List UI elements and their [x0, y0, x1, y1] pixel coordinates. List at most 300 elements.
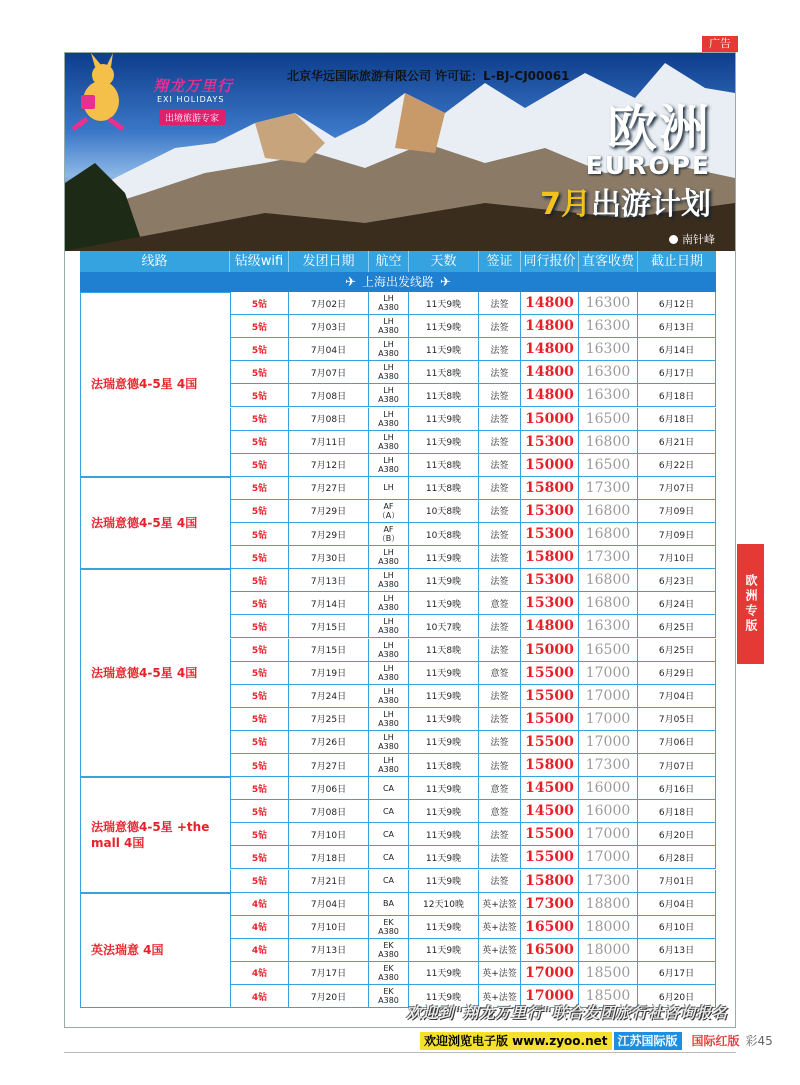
deadline-date: 6月12日: [638, 292, 716, 314]
visa-type: 意签: [479, 592, 521, 614]
table-row: [230, 823, 716, 846]
departure-date: 7月18日: [289, 846, 369, 868]
airline-line: AF: [383, 501, 394, 511]
trip-days: 11天9晚: [409, 870, 479, 892]
airline-line: A380: [378, 603, 399, 613]
retail-price: 17000: [579, 731, 638, 753]
retail-price: 16300: [579, 384, 638, 406]
peer-price: 14800: [521, 292, 579, 314]
airline: [369, 846, 409, 868]
peer-price: 17300: [521, 893, 579, 915]
bullet-icon: [669, 235, 678, 244]
peer-price: 14800: [521, 315, 579, 337]
departure-date: 7月26日: [289, 731, 369, 753]
airline-line: A380: [378, 996, 399, 1005]
page-number: 彩45: [745, 1034, 773, 1048]
airline-line: LH: [383, 548, 394, 558]
peer-price: 15300: [521, 569, 579, 591]
airline: [369, 454, 409, 476]
peer-price: 14800: [521, 615, 579, 637]
title-plan: [540, 179, 711, 223]
airline: [369, 685, 409, 707]
visa-type: 英+法签: [479, 985, 521, 1007]
trip-days: 11天9晚: [409, 985, 479, 1007]
diamond-level: 5钻: [230, 477, 289, 499]
visa-type: 法签: [479, 708, 521, 730]
airline: [369, 823, 409, 845]
airline: [369, 615, 409, 637]
route-group-label: 法瑞意德4-5星 4国: [80, 569, 230, 777]
route-group-label: 法瑞意德4-5星 4国: [80, 477, 230, 569]
visa-type: 法签: [479, 685, 521, 707]
deadline-date: 6月20日: [638, 985, 716, 1007]
visa-type: 法签: [479, 846, 521, 868]
trip-days: 11天9晚: [409, 777, 479, 799]
diamond-level: 4钻: [230, 962, 289, 984]
table-row: [230, 777, 716, 800]
airline: [369, 731, 409, 753]
trip-days: 11天9晚: [409, 662, 479, 684]
airline-line: CA: [382, 852, 395, 862]
departure-date: 7月07日: [289, 361, 369, 383]
table-row: [230, 431, 716, 454]
diamond-level: 5钻: [230, 823, 289, 845]
table-row: [230, 569, 716, 592]
deadline-date: 6月21日: [638, 431, 716, 453]
peer-price: 17000: [521, 985, 579, 1007]
deadline-date: 6月18日: [638, 408, 716, 430]
airline-line: A380: [378, 949, 399, 959]
departure-date: 7月10日: [289, 823, 369, 845]
departure-date: 7月27日: [289, 477, 369, 499]
departure-date: 7月15日: [289, 639, 369, 661]
trip-days: 11天9晚: [409, 685, 479, 707]
logo-tagline: 出境旅游专家: [159, 110, 225, 125]
trip-days: 11天9晚: [409, 823, 479, 845]
airline-line: CA: [382, 829, 395, 839]
kangaroo-logo-icon: [65, 53, 135, 133]
deadline-date: 6月17日: [638, 962, 716, 984]
departure-date: 7月21日: [289, 870, 369, 892]
airline-line: EK: [383, 917, 394, 927]
peer-price: 15500: [521, 731, 579, 753]
logo-name: 翔龙万里行: [153, 77, 234, 95]
deadline-date: 6月04日: [638, 893, 716, 915]
airline-line: AF: [383, 525, 394, 534]
visa-type: 法签: [479, 546, 521, 568]
trip-days: 11天9晚: [409, 708, 479, 730]
retail-price: 16800: [579, 592, 638, 614]
diamond-level: 5钻: [230, 546, 289, 568]
trip-days: 11天9晚: [409, 292, 479, 314]
peer-price: 15000: [521, 639, 579, 661]
retail-price: 17300: [579, 870, 638, 892]
airline: [369, 592, 409, 614]
diamond-level: 4钻: [230, 916, 289, 938]
peer-price: 17000: [521, 962, 579, 984]
visa-type: 法签: [479, 754, 521, 776]
departure-date: 7月29日: [289, 500, 369, 522]
airline-line: （B）: [377, 534, 400, 543]
deadline-date: 7月09日: [638, 523, 716, 545]
departure-date: 7月12日: [289, 454, 369, 476]
diamond-level: 5钻: [230, 639, 289, 661]
departure-date: 7月19日: [289, 662, 369, 684]
departure-date: 7月03日: [289, 315, 369, 337]
table-row: [230, 592, 716, 615]
airline-line: LH: [383, 756, 394, 765]
airline-line: A380: [378, 372, 399, 382]
visa-type: 法签: [479, 431, 521, 453]
departure-date: 7月25日: [289, 708, 369, 730]
airline-line: LH: [383, 709, 394, 719]
retail-price: 18500: [579, 962, 638, 984]
airline-line: LH: [383, 317, 394, 327]
retail-price: 16300: [579, 315, 638, 337]
diamond-level: 5钻: [230, 408, 289, 430]
airline-line: A380: [378, 695, 399, 705]
peer-price: 15800: [521, 546, 579, 568]
departure-date: 7月11日: [289, 431, 369, 453]
peer-price: 14500: [521, 777, 579, 799]
header-deadline: 截止日期: [650, 254, 703, 269]
diamond-level: 5钻: [230, 523, 289, 545]
diamond-level: 5钻: [230, 846, 289, 868]
table-row: [230, 639, 716, 662]
trip-days: 11天8晚: [409, 384, 479, 406]
retail-price: 16800: [579, 523, 638, 545]
airline: [369, 708, 409, 730]
table-row: [230, 546, 716, 569]
peer-price: 14800: [521, 384, 579, 406]
table-row: [230, 754, 716, 777]
airline-line: A380: [378, 649, 399, 659]
deadline-date: 6月20日: [638, 823, 716, 845]
airline: [369, 639, 409, 661]
peer-price: 15500: [521, 662, 579, 684]
visa-type: 英+法签: [479, 962, 521, 984]
visa-type: 法签: [479, 731, 521, 753]
table-row: [230, 846, 716, 869]
table-row: [230, 338, 716, 361]
visa-type: 法签: [479, 500, 521, 522]
peer-price: 15500: [521, 823, 579, 845]
title-europe-en: EUROPE: [585, 151, 711, 180]
diamond-level: 4钻: [230, 939, 289, 961]
airline-line: LH: [383, 409, 394, 419]
deadline-date: 7月07日: [638, 754, 716, 776]
peer-price: 15500: [521, 708, 579, 730]
footer: [420, 1032, 775, 1050]
visa-type: 法签: [479, 639, 521, 661]
departure-subheader: [80, 272, 716, 292]
airline-line: A380: [378, 672, 399, 682]
diamond-level: 5钻: [230, 685, 289, 707]
route-group-label: 法瑞意德4-5星 +the mall 4国: [80, 777, 230, 893]
trip-days: 11天8晚: [409, 454, 479, 476]
airline: [369, 569, 409, 591]
deadline-date: 6月18日: [638, 384, 716, 406]
header-date: 发团日期: [289, 251, 369, 272]
trip-days: 11天9晚: [409, 962, 479, 984]
table-row: [230, 477, 716, 500]
departure-date: 7月10日: [289, 916, 369, 938]
departure-date: 7月14日: [289, 592, 369, 614]
retail-price: 17300: [579, 546, 638, 568]
departure-date: 7月15日: [289, 615, 369, 637]
footer-website[interactable]: 欢迎浏览电子版 www.zyoo.net: [420, 1032, 612, 1050]
peer-price: 15800: [521, 754, 579, 776]
airline-line: A380: [378, 557, 399, 567]
diamond-level: 5钻: [230, 338, 289, 360]
deadline-date: 7月07日: [638, 477, 716, 499]
peer-price: 15300: [521, 431, 579, 453]
retail-price: 16800: [579, 569, 638, 591]
airline-line: EK: [383, 963, 394, 973]
airplane-icon: ✈: [440, 275, 451, 290]
diamond-level: 5钻: [230, 800, 289, 822]
airline: [369, 292, 409, 314]
deadline-date: 7月01日: [638, 870, 716, 892]
diamond-level: 5钻: [230, 361, 289, 383]
visa-type: 法签: [479, 477, 521, 499]
visa-type: 法签: [479, 338, 521, 360]
airline: [369, 361, 409, 383]
retail-price: 18000: [579, 916, 638, 938]
airline: [369, 408, 409, 430]
deadline-date: 6月16日: [638, 777, 716, 799]
visa-type: 法签: [479, 292, 521, 314]
airline: [369, 754, 409, 776]
deadline-date: 6月25日: [638, 639, 716, 661]
retail-price: 16000: [579, 800, 638, 822]
airline: [369, 431, 409, 453]
departure-date: 7月13日: [289, 939, 369, 961]
table-row: [230, 870, 716, 893]
airline-line: CA: [382, 806, 395, 816]
visa-type: 英+法签: [479, 893, 521, 915]
route-group-label: 英法瑞意 4国: [80, 893, 230, 1009]
trip-days: 11天8晚: [409, 361, 479, 383]
retail-price: 16300: [579, 361, 638, 383]
diamond-level: 4钻: [230, 985, 289, 1007]
departure-date: 7月02日: [289, 292, 369, 314]
diamond-level: 5钻: [230, 708, 289, 730]
airline: [369, 893, 409, 915]
airline-line: A380: [378, 580, 399, 590]
peer-price: 15500: [521, 685, 579, 707]
deadline-date: 6月29日: [638, 662, 716, 684]
diamond-level: 5钻: [230, 431, 289, 453]
trip-days: 11天9晚: [409, 846, 479, 868]
peer-price: 16500: [521, 916, 579, 938]
table-row: [230, 500, 716, 523]
table-header: [80, 251, 716, 272]
trip-days: 11天9晚: [409, 731, 479, 753]
peer-price: 15800: [521, 477, 579, 499]
trip-days: 11天8晚: [409, 477, 479, 499]
table-row: [230, 893, 716, 916]
airline-line: A380: [378, 626, 399, 636]
table-row: [230, 939, 716, 962]
footer-divider: [64, 1052, 736, 1053]
diamond-level: 5钻: [230, 662, 289, 684]
airline-line: LH: [383, 386, 394, 396]
deadline-date: 6月14日: [638, 338, 716, 360]
airline-line: BA: [383, 899, 394, 909]
trip-days: 11天9晚: [409, 315, 479, 337]
departure-date: 7月08日: [289, 408, 369, 430]
retail-price: 16800: [579, 500, 638, 522]
header-days: 天数: [409, 251, 479, 272]
airline: [369, 962, 409, 984]
airline-line: A380: [378, 441, 399, 451]
trip-days: 11天9晚: [409, 546, 479, 568]
peer-price: 14500: [521, 800, 579, 822]
table-row: [230, 916, 716, 939]
airline: [369, 985, 409, 1007]
retail-price: 17000: [579, 685, 638, 707]
deadline-date: 6月24日: [638, 592, 716, 614]
trip-days: 11天8晚: [409, 639, 479, 661]
deadline-date: 6月22日: [638, 454, 716, 476]
diamond-level: 5钻: [230, 500, 289, 522]
trip-days: 11天9晚: [409, 338, 479, 360]
diamond-level: 5钻: [230, 731, 289, 753]
visa-type: 法签: [479, 870, 521, 892]
deadline-date: 6月13日: [638, 315, 716, 337]
peak-label: 南针峰: [682, 233, 715, 246]
peer-price: 14800: [521, 338, 579, 360]
diamond-level: 5钻: [230, 315, 289, 337]
airline-line: A380: [378, 972, 399, 982]
peer-price: 15300: [521, 592, 579, 614]
table-row: [230, 615, 716, 638]
airline: [369, 800, 409, 822]
airline: [369, 870, 409, 892]
visa-type: 意签: [479, 800, 521, 822]
departure-date: 7月17日: [289, 962, 369, 984]
airline-line: EK: [383, 940, 394, 950]
deadline-date: 6月13日: [638, 939, 716, 961]
peak-caption: [669, 231, 715, 247]
trip-days: 11天9晚: [409, 592, 479, 614]
banner: [65, 53, 735, 251]
header-peer-price: 同行报价: [521, 251, 579, 272]
peer-price: 15000: [521, 408, 579, 430]
airline-line: LH: [383, 686, 394, 696]
diamond-level: 5钻: [230, 454, 289, 476]
airline-line: CA: [382, 876, 395, 885]
airline-line: LH: [383, 483, 394, 493]
airline: [369, 916, 409, 938]
table-row: [230, 384, 716, 407]
airline: [369, 939, 409, 961]
header-visa: 签证: [479, 251, 521, 272]
peer-price: 15000: [521, 454, 579, 476]
peer-price: 14800: [521, 361, 579, 383]
diamond-level: 5钻: [230, 870, 289, 892]
diamond-level: 4钻: [230, 893, 289, 915]
visa-type: 意签: [479, 777, 521, 799]
retail-price: 17300: [579, 754, 638, 776]
header-airline: 航空: [369, 251, 409, 272]
trip-days: 11天9晚: [409, 800, 479, 822]
deadline-date: 7月05日: [638, 708, 716, 730]
trip-days: 11天9晚: [409, 431, 479, 453]
trip-days: 11天9晚: [409, 916, 479, 938]
retail-price: 16000: [579, 777, 638, 799]
trip-days: 10天8晚: [409, 523, 479, 545]
diamond-level: 5钻: [230, 569, 289, 591]
retail-price: 17000: [579, 846, 638, 868]
diamond-level: 5钻: [230, 384, 289, 406]
diamond-level: 5钻: [230, 777, 289, 799]
airline-line: LH: [383, 294, 394, 303]
company-license: 北京华远国际旅游有限公司 许可证：L-BJ-CJ00061: [287, 69, 570, 83]
departure-date: 7月04日: [289, 893, 369, 915]
peer-price: 15300: [521, 500, 579, 522]
header-retail-price: 直客收费: [579, 251, 638, 272]
visa-type: 法签: [479, 361, 521, 383]
footer-edition: 江苏国际版: [614, 1032, 682, 1050]
airline-line: LH: [383, 432, 394, 442]
subheader-label: 上海出发线路: [361, 275, 434, 289]
departure-date: 7月08日: [289, 384, 369, 406]
retail-price: 18800: [579, 893, 638, 915]
table-row: [230, 454, 716, 477]
table-row: [230, 292, 716, 315]
departure-date: 7月06日: [289, 777, 369, 799]
airline-line: EK: [383, 987, 394, 996]
departure-date: 7月13日: [289, 569, 369, 591]
title-europe-cn: 欧洲: [607, 100, 711, 158]
airplane-icon: ✈: [345, 275, 356, 290]
visa-type: 法签: [479, 454, 521, 476]
airline-line: A380: [378, 765, 399, 774]
table-row: [230, 685, 716, 708]
table-row: [230, 708, 716, 731]
title-month: 7月: [540, 187, 591, 222]
deadline-date: 7月04日: [638, 685, 716, 707]
visa-type: 法签: [479, 384, 521, 406]
retail-price: 17000: [579, 708, 638, 730]
deadline-date: 6月17日: [638, 361, 716, 383]
airline-line: （A）: [377, 510, 400, 520]
trip-days: 11天9晚: [409, 939, 479, 961]
airline-line: A380: [378, 418, 399, 428]
title-plan-text: 出游计划: [591, 187, 711, 222]
airline-line: A380: [378, 349, 399, 359]
trip-days: 10天7晚: [409, 615, 479, 637]
visa-type: 法签: [479, 315, 521, 337]
departure-date: 7月30日: [289, 546, 369, 568]
deadline-date: 7月10日: [638, 546, 716, 568]
airline: [369, 315, 409, 337]
side-tab-europe[interactable]: 欧洲专版: [737, 544, 764, 664]
table-row: [230, 800, 716, 823]
retail-price: 16500: [579, 408, 638, 430]
peer-price: 15300: [521, 523, 579, 545]
table-row: [230, 962, 716, 985]
welcome-slogan: 欢迎到"翔龙万里行"联合发团旅行社咨询报名: [406, 1004, 728, 1022]
visa-type: 法签: [479, 569, 521, 591]
table-row: [230, 315, 716, 338]
retail-price: 17000: [579, 823, 638, 845]
visa-type: 英+法签: [479, 939, 521, 961]
logo-english: EXI HOLIDAYS: [157, 95, 225, 104]
departure-date: 7月24日: [289, 685, 369, 707]
